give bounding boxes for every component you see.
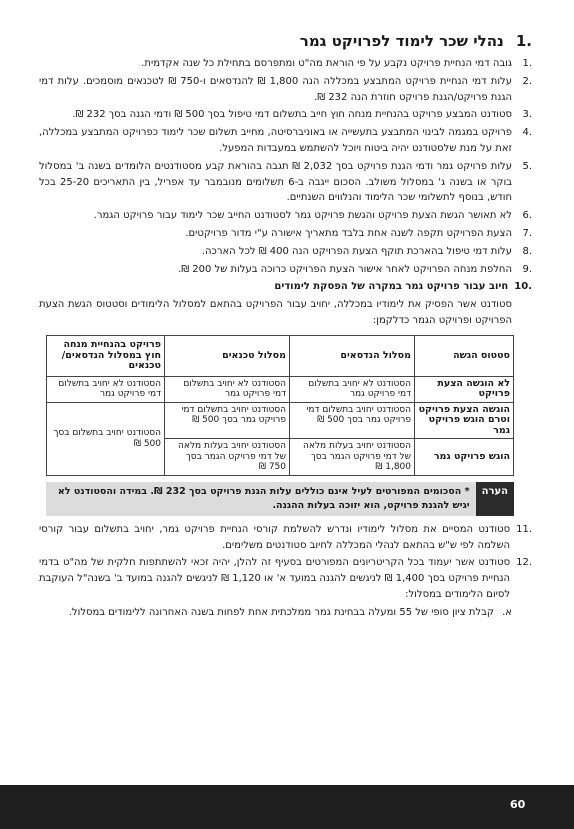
note-tag: הערה bbox=[476, 482, 514, 516]
list-item bbox=[39, 56, 532, 72]
list-item bbox=[39, 244, 532, 260]
list-item bbox=[39, 125, 532, 157]
section-number: .1 bbox=[515, 32, 532, 50]
item-number: .3 bbox=[522, 109, 532, 121]
item-number: .12 bbox=[516, 557, 532, 569]
row-status-label: לא הוגשה הצעת פרויקט bbox=[415, 376, 514, 402]
header-technicians: מסלול טכנאים bbox=[165, 335, 290, 376]
item-number: .10 bbox=[514, 281, 532, 293]
sub-item-text: קבלת ציון סופי של 55 ומעלה בבחינת גמר ממלכתית אחת לפחות בשנה האחרונה ללימודים במסלול. bbox=[68, 606, 494, 618]
rules-list-continued bbox=[39, 522, 532, 603]
header-external: פרויקט בהנחיית מנחה חוץ במסלול הנדסאים/ טכנאים bbox=[47, 335, 165, 376]
note-box bbox=[46, 482, 514, 516]
cell-engineers: הסטודנט יחויב בעלות מלאה של דמי פרויקט הגמר בסך 1,800 ₪ bbox=[290, 439, 415, 476]
row-status-label: הוגשה הצעת פרויקט וטרם הוגש פרויקט גמר bbox=[415, 402, 514, 439]
sub-item-letter: א. bbox=[502, 606, 512, 618]
cell-external: הסטודנט לא יחויב בתשלום דמי פרויקט גמר bbox=[47, 376, 165, 402]
list-item bbox=[39, 159, 532, 206]
cell-technicians: הסטודנט יחויב בתשלום דמי פרויקט גמר בסך 500 ₪ bbox=[165, 402, 290, 439]
footer-bar bbox=[0, 785, 574, 829]
item-text: סטודנט אשר יעמוד בכל הקריטריונים המפורטים בסעיף זה להלן, יהיה זכאי להשתתפות חלקית של מה"ט בדמי הנחיית פרויקט בסך 1,400 ₪ לניגשים להגנה במועד א' או 1,120 ₪ לניגשים להגנה במועד ב' בשנה"ל העוקבת לסיום הלימודים במסלול: bbox=[39, 557, 511, 600]
item-text: לא תאושר הגשת הצעת פרויקט והגשת פרויקט גמר לסטודנט החייב שכר לימוד עבור פרויקט הגמר. bbox=[93, 210, 512, 222]
list-item bbox=[39, 107, 532, 123]
item-number: .4 bbox=[522, 127, 532, 139]
item-text: עלות דמי טיפול בהארכת תוקף הצעת הפרויקט הנה 400 ₪ לכל הארכה. bbox=[201, 245, 512, 257]
item-10-title: חיוב עבור פרויקט גמר במקרה של הפסקת לימודים bbox=[274, 281, 509, 293]
list-item bbox=[39, 555, 532, 602]
list-item-10-text bbox=[39, 297, 532, 329]
item-10-text: סטודנט אשר הפסיק את לימודיו במכללה, יחויב עבור הפרויקט בהתאם למסלול הלימודים וסטטוס הגשת הצעת הפרויקט ופרויקט הגמר כדלקמן: bbox=[39, 299, 512, 326]
item-number: .2 bbox=[522, 75, 532, 87]
table-header-row bbox=[47, 335, 514, 376]
item-number: .5 bbox=[522, 160, 532, 172]
rules-list bbox=[39, 56, 532, 329]
cell-external-merged: הסטודנט יחויב בתשלום בסך 500 ₪ bbox=[47, 402, 165, 475]
item-number: .6 bbox=[522, 210, 532, 222]
item-number: .1 bbox=[522, 58, 532, 69]
cell-technicians: הסטודנט לא יחויב בתשלום דמי פרויקט גמר bbox=[165, 376, 290, 402]
page-number: 60 bbox=[510, 798, 526, 811]
list-item bbox=[39, 74, 532, 106]
table-row bbox=[47, 376, 514, 402]
list-item bbox=[39, 208, 532, 224]
cell-technicians: הסטודנט יחויב בעלות מלאה של דמי פרויקט הגמר בסך 750 ₪ bbox=[165, 439, 290, 476]
section-title: נהלי שכר לימוד לפרויקט גמר bbox=[299, 32, 504, 50]
item-text: סטודנט המבצע פרויקט בהנחיית מנחה חוץ חייב בתשלום דמי טיפול בסך 500 ₪ ודמי הגנה בסך 232 ₪. bbox=[72, 109, 512, 121]
item-text: עלות דמי הנחיית פרויקט המתבצע במכללה הנה 1,800 ₪ להנדסאים ו-750 ₪ לטכנאים מוסמכים. עלות דמי הגנת פרויקט/הגנת פרויקט חוזרת הנה 232 ₪. bbox=[39, 75, 512, 103]
item-text: הצעת הפרויקט תקפה לשנה אחת בלבד מתאריך אישורה ע"י מדור פרויקטים. bbox=[185, 227, 512, 239]
item-text: סטודנט המסיים את מסלול לימודיו ונדרש להשלמת קורסי הנחיית פרויקט גמר, יחויב בתשלום עבור קורסי השלמה לפי ש"ש בהתאם לנהלי המכללה לחיוב סטודנטים משלימים. bbox=[39, 523, 511, 551]
header-status: סטטוס הגשה bbox=[415, 335, 514, 376]
item-number: .11 bbox=[516, 523, 532, 535]
note-text: * הסכומים המפורטים לעיל אינם כוללים עלות הגנת פרויקט בסך 232 ₪. במידה והסטודנט לא יגיש להגנת פרויקט, הוא יזוכה בעלות ההגנה. bbox=[57, 485, 470, 511]
cell-engineers: הסטודנט יחויב בתשלום דמי פרויקט גמר בסך 500 ₪ bbox=[290, 402, 415, 439]
item-number: .7 bbox=[522, 227, 532, 239]
content bbox=[39, 32, 532, 621]
item-text: עלות פרויקט גמר ודמי הגנת פרויקט בסך 2,032 ₪ תגבה בהוראת קבע מסטודנטים הלומדים בשנה ב' במסלול בוקר או בשנה ג' במסלול משולב. הסכום ייגבה ב-6 תשלומים מנובמבר עד אפריל, בין התאריכים 25-20 בכל חודש, בנוסף לתשלומי שכר הלימוד והנלווים השנתיים. bbox=[39, 160, 512, 204]
list-item bbox=[39, 522, 532, 554]
item-text: גובה דמי הנחיית פרויקט נקבע על פי הוראת מה"ט ומתפרסם בתחילת כל שנה אקדמית. bbox=[141, 58, 512, 69]
header-engineers: מסלול הנדסאים bbox=[290, 335, 415, 376]
item-number: .8 bbox=[522, 245, 532, 257]
section-heading bbox=[39, 32, 532, 50]
item-text: החלפת מנחה הפרויקט לאחר אישור הצעת הפרויקט כרוכה בעלות של 200 ₪. bbox=[178, 263, 512, 275]
cell-engineers: הסטודנט לא יחויב בתשלום דמי פרויקט גמר bbox=[290, 376, 415, 402]
list-item-10 bbox=[39, 279, 532, 295]
list-item bbox=[39, 262, 532, 278]
item-number: .9 bbox=[522, 263, 532, 275]
item-text: פרויקט במגמה לבינוי המתבצע בתעשייה או באוניברסיטה, מחייב תשלום שכר לימוד כפרויקט המתבצע במכללה, זאת על מנת שלסטודנט יהיה ביטוח ויוכל להשתמש במעבדות המפעל. bbox=[39, 127, 512, 154]
billing-status-table bbox=[46, 335, 514, 476]
row-status-label: הוגש פרויקט גמר bbox=[415, 439, 514, 476]
sub-item bbox=[39, 605, 532, 621]
list-item bbox=[39, 226, 532, 242]
table-row bbox=[47, 402, 514, 439]
